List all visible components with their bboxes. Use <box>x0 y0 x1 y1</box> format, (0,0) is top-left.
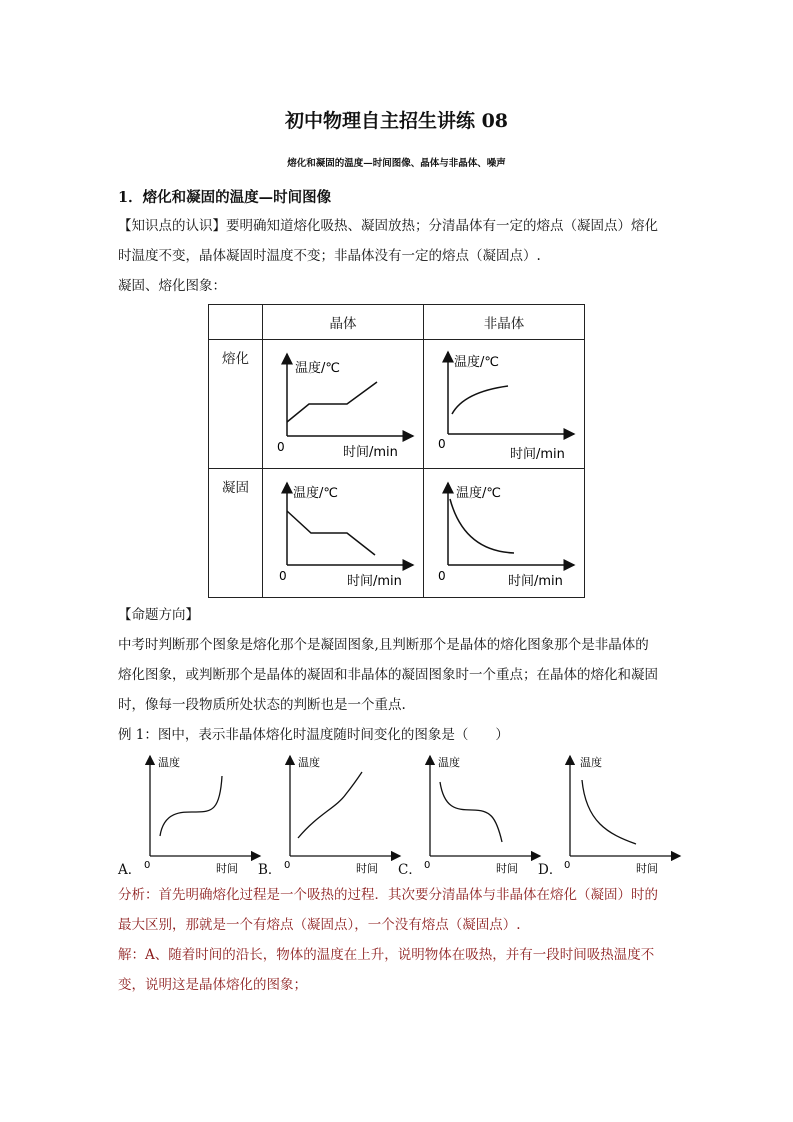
x-axis-label: 时间/min <box>343 445 398 460</box>
origin-label: 0 <box>279 569 287 583</box>
y-axis-label: 温度 <box>580 756 602 769</box>
origin-label: 0 <box>144 860 151 871</box>
direction-line-1: 中考时判断那个图象是熔化那个是凝固图象,且判断那个是晶体的熔化图象那个是非晶体的 <box>118 637 649 653</box>
table-intro: 凝固、熔化图象： <box>118 278 226 294</box>
knowledge-paragraph <box>118 211 678 301</box>
example-graph-d <box>558 752 684 876</box>
row-header-melt: 熔化 <box>209 340 263 469</box>
graph-crystal-melting <box>263 340 424 469</box>
y-axis-label: 温度 <box>158 756 180 769</box>
x-axis-label: 时间/min <box>347 574 402 589</box>
x-axis-label: 时间/min <box>508 574 563 589</box>
melting-solidification-table <box>208 304 585 598</box>
col-header-noncrystal: 非晶体 <box>424 305 585 340</box>
solidification-curve-crystal <box>287 511 375 555</box>
solidification-curve-noncrystal <box>450 499 514 553</box>
page-subtitle: 熔化和凝固的温度—时间图像、晶体与非晶体、噪声 <box>287 158 506 169</box>
y-axis-label: 温度/℃ <box>295 361 340 376</box>
y-axis-label: 温度/℃ <box>293 486 338 501</box>
solution-line-1: 解：A、随着时间的沿长，物体的温度在上升，说明物体在吸热，并有一段时间吸热温度不 <box>118 947 655 963</box>
graph-noncrystal-melting <box>424 340 585 469</box>
knowledge-line-2: 时温度不变，晶体凝固时温度不变；非晶体没有一定的熔点（凝固点）. <box>118 248 541 264</box>
graph-crystal-solidification <box>263 469 424 598</box>
example-graph-b <box>278 752 404 876</box>
section-heading: 1．熔化和凝固的温度—时间图像 <box>118 189 332 206</box>
direction-line-2: 熔化图象，或判断那个是晶体的凝固和非晶体的凝固图象时一个重点；在晶体的熔化和凝固 <box>118 667 658 683</box>
option-d-label: D． <box>538 862 563 878</box>
option-b-label: B． <box>258 862 282 878</box>
y-axis-label: 温度/℃ <box>456 486 501 501</box>
y-axis-label: 温度/℃ <box>454 355 499 370</box>
option-c-label: C． <box>398 862 422 878</box>
x-axis-label: 时间/min <box>510 447 565 462</box>
knowledge-line-1: 【知识点的认识】要明确知道熔化吸热、凝固放热；分清晶体有一定的熔点（凝固点）熔化 <box>118 218 658 234</box>
direction-line-3: 时，像每一段物质所处状态的判断也是一个重点. <box>118 697 406 713</box>
origin-label: 0 <box>284 860 291 871</box>
y-axis-label: 温度 <box>298 756 320 769</box>
graph-noncrystal-solidification <box>424 469 585 598</box>
analysis-line-2: 最大区别，那就是一个有熔点（凝固点），一个没有熔点（凝固点）. <box>118 917 521 933</box>
col-header-crystal: 晶体 <box>263 305 424 340</box>
analysis-line-1: 分析：首先明确熔化过程是一个吸热的过程．其次要分清晶体与非晶体在熔化（凝固）时的 <box>118 887 658 903</box>
y-axis-label: 温度 <box>438 756 460 769</box>
melting-curve-noncrystal <box>452 386 508 414</box>
origin-label: 0 <box>438 437 446 451</box>
page-title: 初中物理自主招生讲练 08 <box>284 110 509 132</box>
x-axis-label: 时间 <box>496 862 518 875</box>
option-a-label: A． <box>118 862 142 878</box>
origin-label: 0 <box>438 569 446 583</box>
origin-label: 0 <box>564 860 571 871</box>
x-axis-label: 时间 <box>356 862 378 875</box>
solution-line-2: 变，说明这是晶体熔化的图象； <box>118 977 307 993</box>
example-graph-a <box>138 752 264 876</box>
row-header-solidify: 凝固 <box>209 469 263 598</box>
example-graph-c <box>418 752 544 876</box>
direction-section <box>118 600 678 750</box>
direction-heading: 【命题方向】 <box>118 607 199 623</box>
melting-curve-crystal <box>287 382 377 422</box>
analysis-section <box>118 880 678 1000</box>
origin-label: 0 <box>424 860 431 871</box>
origin-label: 0 <box>277 440 285 454</box>
table-corner-cell <box>209 305 263 340</box>
x-axis-label: 时间 <box>636 862 658 875</box>
example-question: 例 1：图中，表示非晶体熔化时温度随时间变化的图象是（ ） <box>118 727 509 743</box>
x-axis-label: 时间 <box>216 862 238 875</box>
